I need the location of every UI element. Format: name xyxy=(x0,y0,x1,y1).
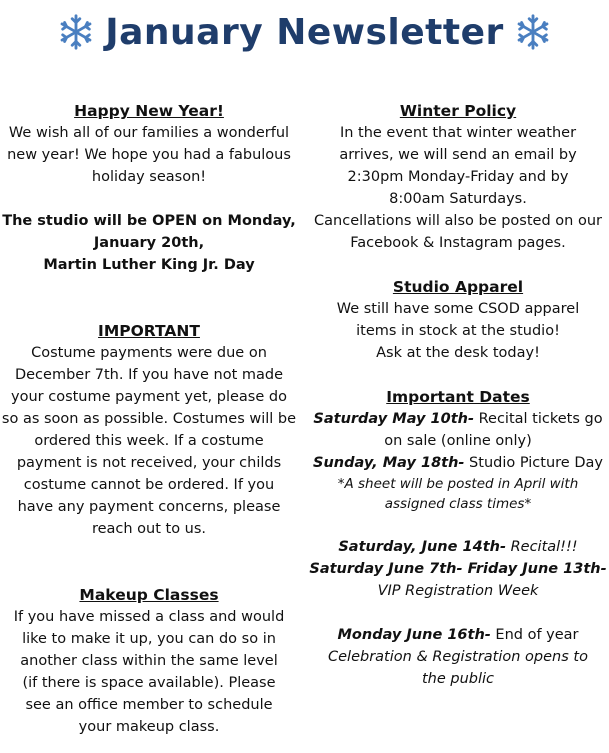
section-heading: Happy New Year! xyxy=(74,102,224,120)
body-line: We wish all of our families a wonderful xyxy=(8,125,290,141)
snowflake-icon xyxy=(514,13,552,51)
section-heading: IMPORTANT xyxy=(98,322,200,340)
snowflake-icon xyxy=(57,13,95,51)
open-notice-line: The studio will be OPEN on Monday, xyxy=(2,213,296,229)
body-line: costume cannot be ordered. If you xyxy=(23,477,275,493)
open-notice-line: Martin Luther King Jr. Day xyxy=(43,257,255,273)
date-item xyxy=(308,452,608,474)
date-item xyxy=(308,536,608,558)
date-text: Studio Picture Day xyxy=(464,455,603,471)
right-column xyxy=(308,100,608,690)
body-line: We still have some CSOD apparel xyxy=(336,301,580,317)
body-line: so as soon as possible. Costumes will be xyxy=(1,411,297,427)
body-line: items in stock at the studio! xyxy=(356,323,560,339)
note-line: assigned class times* xyxy=(384,496,532,512)
date-item xyxy=(308,624,608,646)
date-label: Sunday, May 18th- xyxy=(313,455,465,471)
date-label: Saturday, June 14th- xyxy=(338,539,506,555)
date-text: Recital!!! xyxy=(505,539,578,555)
date-label: Saturday May 10th- xyxy=(313,411,474,427)
page-title: January Newsletter xyxy=(105,11,504,53)
body-line: Costume payments were due on xyxy=(31,345,267,361)
section-important-dates xyxy=(308,386,608,690)
section-studio-apparel xyxy=(308,276,608,364)
body-line: reach out to us. xyxy=(91,521,207,537)
body-line: (if there is space available). Please xyxy=(22,675,276,691)
body-line: In the event that winter weather xyxy=(339,125,577,141)
date-text: Recital tickets go xyxy=(474,411,603,427)
section-heading: Important Dates xyxy=(386,388,530,406)
body-line: Celebration & Registration opens to xyxy=(328,649,588,665)
body-line: like to make it up, you can do so in xyxy=(22,631,276,647)
body-line: ordered this week. If a costume xyxy=(34,433,264,449)
section-winter-policy xyxy=(308,100,608,254)
body-line: your makeup class. xyxy=(78,719,220,735)
body-line: see an office member to schedule xyxy=(25,697,273,713)
body-line: Ask at the desk today! xyxy=(376,345,540,361)
date-label: Saturday June 7th- Friday June 13th- xyxy=(309,561,607,577)
date-label: Monday June 16th- xyxy=(337,627,491,643)
newsletter-header xyxy=(0,4,609,60)
body-line: have any payment concerns, please xyxy=(17,499,281,515)
section-heading: Makeup Classes xyxy=(79,586,219,604)
body-line: your costume payment yet, please do xyxy=(11,389,287,405)
body-line: Facebook & Instagram pages. xyxy=(350,235,566,251)
body-line: December 7th. If you have not made xyxy=(14,367,284,383)
body-line: on sale (online only) xyxy=(384,433,532,449)
open-notice-line: January 20th, xyxy=(93,235,205,251)
date-item xyxy=(308,408,608,430)
left-column xyxy=(0,100,298,738)
body-line: another class within the same level xyxy=(20,653,278,669)
section-makeup-classes xyxy=(0,584,298,738)
body-line: VIP Registration Week xyxy=(377,583,539,599)
section-important xyxy=(0,320,298,540)
section-happy-new-year xyxy=(0,100,298,276)
body-line: the public xyxy=(421,671,495,687)
section-heading: Winter Policy xyxy=(399,102,517,120)
body-line: arrives, we will send an email by xyxy=(339,147,577,163)
body-line: Cancellations will also be posted on our xyxy=(314,213,602,229)
body-line: new year! We hope you had a fabulous xyxy=(7,147,291,163)
body-line: holiday season! xyxy=(91,169,207,185)
section-heading: Studio Apparel xyxy=(392,278,524,296)
body-line: 2:30pm Monday-Friday and by xyxy=(347,169,569,185)
body-line: 8:00am Saturdays. xyxy=(389,191,527,207)
date-text: End of year xyxy=(490,627,579,643)
body-line: payment is not received, your childs xyxy=(16,455,282,471)
note-line: *A sheet will be posted in April with xyxy=(337,476,579,492)
body-line: If you have missed a class and would xyxy=(13,609,285,625)
